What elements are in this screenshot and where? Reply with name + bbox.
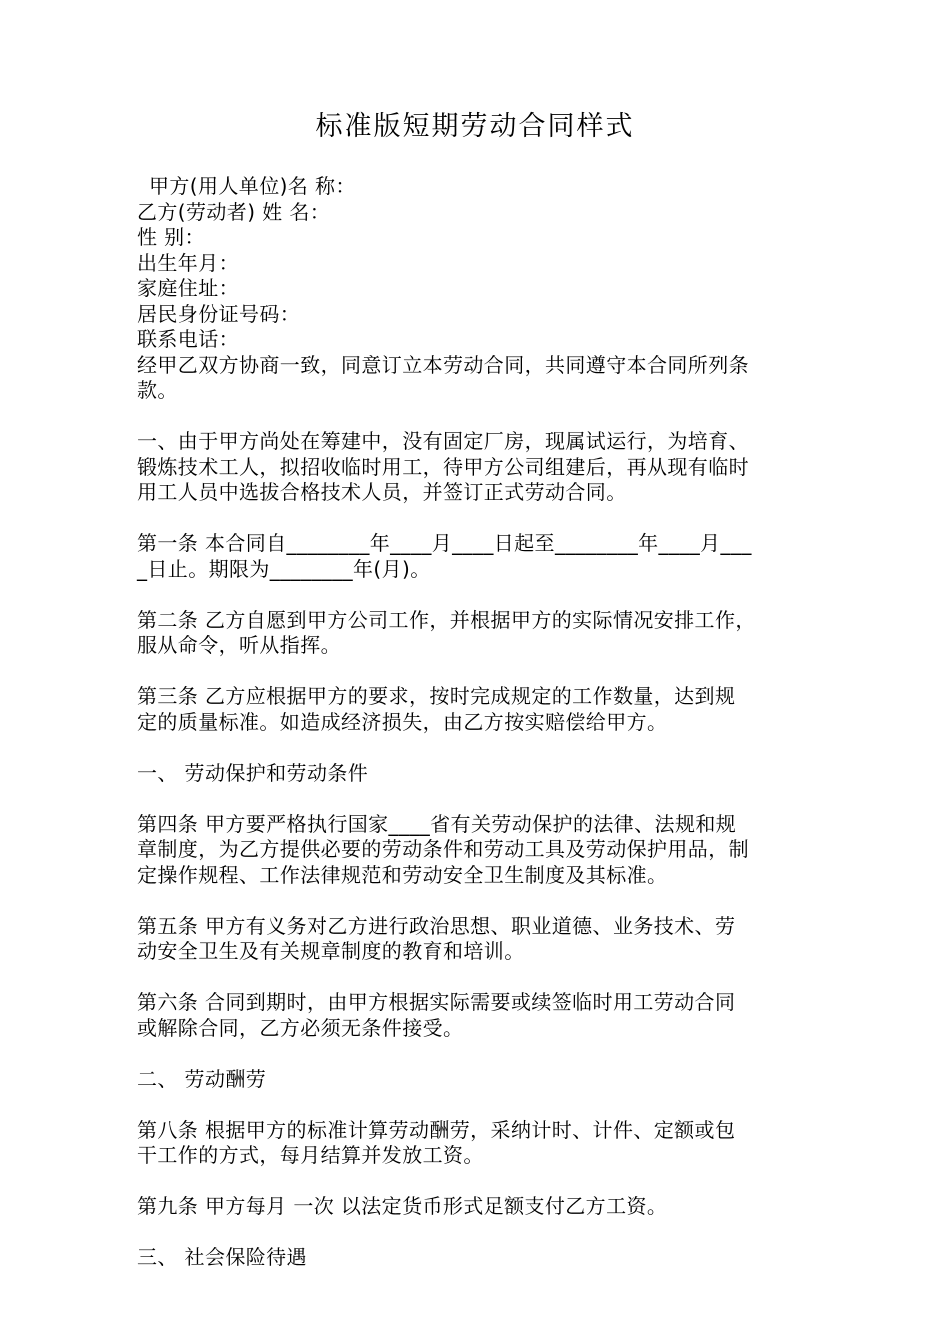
text-line: 乙方(劳动者) 姓 名： <box>137 199 331 224</box>
paragraph-gap <box>137 1169 827 1195</box>
text-line: 甲方(用人单位)名 称： <box>149 174 356 198</box>
text-line: 二、 劳动酬劳 <box>137 1066 267 1091</box>
text-line: 第六条 合同到期时，由甲方根据实际需要或续签临时用工劳动合同 <box>137 990 736 1014</box>
text-line: 动安全卫生及有关规章制度的教育和培训。 <box>137 939 525 963</box>
text-line: 章制度，为乙方提供必要的劳动条件和劳动工具及劳动保护用品，制 <box>137 837 749 861</box>
paragraph-gap <box>137 735 827 761</box>
paragraph-gap <box>137 888 827 914</box>
text-line: 第二条 乙方自愿到甲方公司工作，并根据甲方的实际情况安排工作， <box>137 607 756 632</box>
document-body <box>137 174 827 1271</box>
text-line: 第一条 本合同自________年____月____日起至________年____月___ <box>137 531 752 555</box>
text-line: 出生年月： <box>137 250 239 275</box>
paragraph-gap <box>137 1041 827 1067</box>
text-line: 三、 社会保险待遇 <box>137 1245 307 1269</box>
paragraph-gap <box>137 582 827 608</box>
text-line: 或解除合同，乙方必须无条件接受。 <box>137 1015 464 1040</box>
paragraph-gap <box>137 659 827 685</box>
text-line: 款。 <box>137 378 178 402</box>
text-line: 经甲乙双方协商一致，同意订立本劳动合同，共同遵守本合同所列条 <box>137 352 749 377</box>
text-line: 服从命令，听从指挥。 <box>137 633 341 657</box>
document-title: 标准版短期劳动合同样式 <box>315 111 635 142</box>
text-line: 第九条 甲方每月 一次 以法定货币形式足额支付乙方工资。 <box>137 1194 668 1218</box>
paragraph-gap <box>137 404 827 430</box>
text-line: 定的质量标准。如造成经济损失，由乙方按实赔偿给甲方。 <box>137 709 668 734</box>
text-line: 一、由于甲方尚处在筹建中，没有固定厂房，现属试运行，为培育、 <box>137 429 749 453</box>
text-line: 一、 劳动保护和劳动条件 <box>137 760 369 785</box>
text-line: 干工作的方式，每月结算并发放工资。 <box>137 1143 484 1167</box>
paragraph-gap <box>137 1092 827 1118</box>
text-line: 第八条 根据甲方的标准计算劳动酬劳，采纳计时、计件、定额或包 <box>137 1117 736 1142</box>
text-line: 定操作规程、工作法律规范和劳动安全卫生制度及其标准。 <box>137 862 668 887</box>
text-line: _日止。期限为________年(月)。 <box>137 556 431 581</box>
text-line: 第三条 乙方应根据甲方的要求，按时完成规定的工作数量，达到规 <box>137 684 736 708</box>
text-line: 第四条 甲方要严格执行国家____省有关劳动保护的法律、法规和规 <box>137 811 737 836</box>
text-line: 联系电话： <box>137 327 239 351</box>
text-line: 家庭住址： <box>137 276 239 300</box>
text-line: 居民身份证号码： <box>137 301 301 326</box>
paragraph-gap <box>137 786 827 812</box>
text-line: 第五条 甲方有义务对乙方进行政治思想、职业道德、业务技术、劳 <box>137 913 736 938</box>
text-line: 性 别： <box>137 225 205 249</box>
paragraph-gap <box>137 506 827 532</box>
paragraph-gap <box>137 1220 827 1246</box>
text-line: 用工人员中选拔合格技术人员，并签订正式劳动合同。 <box>137 480 627 504</box>
paragraph-gap <box>137 965 827 991</box>
text-line: 锻炼技术工人，拟招收临时用工，待甲方公司组建后，再从现有临时 <box>137 454 749 479</box>
